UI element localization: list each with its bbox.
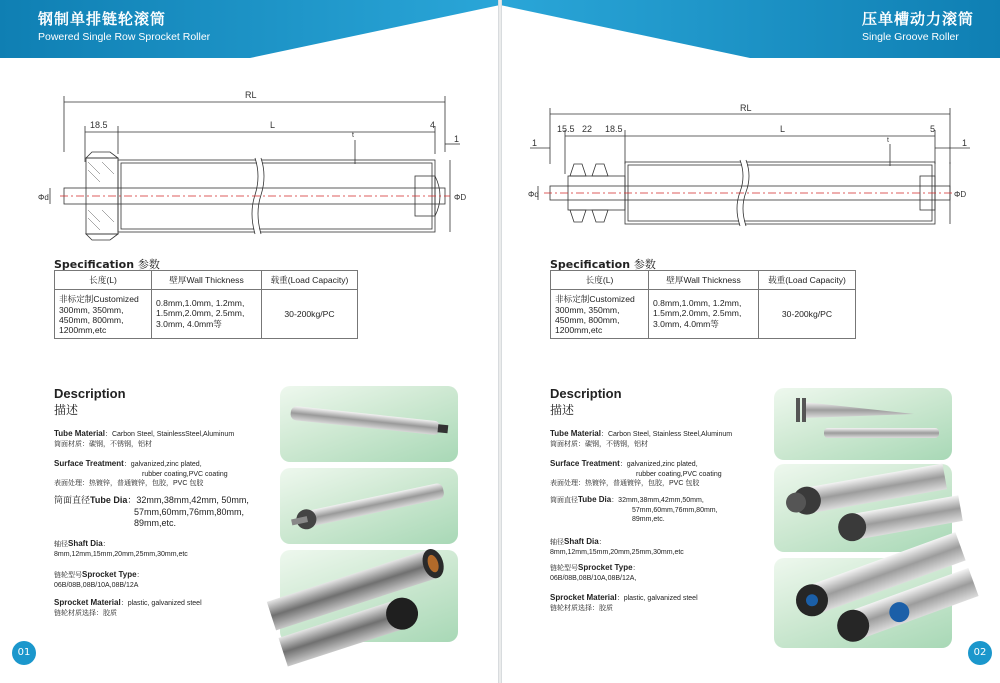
- left-cell-load: 30-200kg/PC: [262, 290, 358, 339]
- roller-closeup-image: [280, 550, 458, 642]
- roller-image: [280, 386, 458, 462]
- dim-15-5: 15.5: [557, 124, 575, 134]
- dim-l: L: [780, 124, 786, 134]
- right-spec-table: [550, 270, 856, 339]
- table-row: [551, 290, 856, 339]
- dim-shaft: Φd: [38, 193, 49, 202]
- right-tube-material: Tube Material：Carbon Steel, Stainless Steel,Aluminum 筒面材质：碳钢，不锈钢，铝材: [550, 429, 733, 448]
- left-photo-2: [280, 468, 458, 544]
- left-photo-3: [280, 550, 458, 642]
- sprocket-roller-image: [280, 468, 458, 544]
- right-surface-treatment: Surface Treatment：galvanized,zinc plated, rubber coating,PVC coating 表面处理：热镀锌，普通镀锌，包胶，PVC 包胶: [550, 459, 722, 487]
- dim-18-5: 18.5: [90, 120, 108, 130]
- right-col-wall: 壁厚Wall Thickness: [649, 271, 759, 290]
- dim-t: t: [887, 137, 889, 144]
- left-surface-treatment: Surface Treatment：galvanized,zinc plated, rubber coating,PVC coating 表面处理：热镀锌，普通镀锌，包胶，PVC 包胶: [54, 459, 228, 487]
- left-spec-title-cn: 参数: [137, 258, 160, 271]
- dim-22: 22: [582, 124, 593, 134]
- left-spec-table: [54, 270, 358, 339]
- dim-t: t: [352, 132, 354, 139]
- right-photo-1: [774, 388, 952, 460]
- dim-shaft: Φd: [528, 190, 539, 199]
- left-header-en: Powered Single Row Sprocket Roller: [38, 31, 211, 43]
- dim-1-left: 1: [532, 138, 538, 148]
- right-spec-title-cn: 参数: [633, 258, 656, 271]
- right-sprocket-type: 链轮型号Sprocket Type： 06B/08B,08B/10A,08B/12A,: [550, 563, 640, 582]
- right-cell-wall: 0.8mm,1.0mm, 1.2mm, 1.5mm,2.0mm, 2.5mm, 3.0mm, 4.0mm等: [649, 290, 759, 339]
- right-header-cn: 压单槽动力滚筒: [862, 10, 975, 28]
- right-cell-length: 非标定制Customized 300mm, 350mm, 450mm, 800mm, 1200mm,etc: [551, 290, 649, 339]
- right-sprocket-material: Sprocket Material：plastic, galvanized steel 链轮材质选择：胶质: [550, 593, 698, 612]
- right-header-en: Single Groove Roller: [862, 31, 959, 43]
- left-photo-1: [280, 386, 458, 462]
- right-header-text: [862, 8, 974, 43]
- groove-roller-image: [774, 388, 952, 460]
- dim-5: 5: [930, 124, 936, 134]
- left-header-text: [38, 8, 210, 43]
- left-page-number: 01: [12, 641, 36, 665]
- book-spine: [498, 0, 502, 683]
- left-header-cn: 钢制单排链轮滚筒: [38, 10, 167, 28]
- left-sprocket-type: 链轮型号Sprocket Type： 06B/08B,08B/10A,08B/12A: [54, 570, 144, 589]
- dim-1-right: 1: [962, 138, 968, 148]
- left-col-length: 长度(L): [55, 271, 152, 290]
- left-spec-title: Specification 参数: [54, 258, 160, 271]
- left-desc-title: Description: [54, 386, 126, 401]
- right-tube-dia: 筒面直径Tube Dia：32mm,38mm,42mm,50mm, 57mm,60mm,76mm,80mm, 89mm,etc.: [550, 495, 718, 523]
- right-col-length: 长度(L): [551, 271, 649, 290]
- left-technical-drawing: [30, 82, 475, 252]
- right-page: [500, 0, 1000, 683]
- right-cell-load: 30-200kg/PC: [759, 290, 856, 339]
- right-photo-3: [774, 558, 952, 648]
- left-sprocket-material: Sprocket Material：plastic, galvanized steel 链轮材质选择：胶质: [54, 598, 202, 617]
- dim-1: 1: [454, 134, 460, 144]
- left-cell-length: 非标定制Customized 300mm, 350mm, 450mm, 800mm, 1200mm,etc: [55, 290, 152, 339]
- right-col-load: 载重(Load Capacity): [759, 271, 856, 290]
- left-col-load: 载重(Load Capacity): [262, 271, 358, 290]
- right-desc-title-cn: 描述: [550, 403, 575, 417]
- sprocket-roller-closeup-image: [774, 558, 952, 648]
- dim-18-5: 18.5: [605, 124, 623, 134]
- dim-rl: RL: [245, 90, 257, 100]
- dim-rl: RL: [740, 103, 752, 113]
- right-shaft-dia: 轴径Shaft Dia： 8mm,12mm,15mm,20mm,25mm,30mm,etc: [550, 537, 684, 556]
- left-col-wall: 壁厚Wall Thickness: [152, 271, 262, 290]
- dim-4: 4: [430, 120, 436, 130]
- table-row: [55, 290, 358, 339]
- left-tube-material: Tube Material：Carbon Steel, StainlessSteel,Aluminum 筒面材质：碳钢，不锈钢，铝材: [54, 429, 235, 448]
- left-tube-dia: 筒面直径Tube Dia：32mm,38mm,42mm, 50mm, 57mm,60mm,76mm,80mm, 89mm,etc.: [54, 495, 249, 528]
- right-photo-2: [774, 464, 952, 552]
- left-shaft-dia: 轴径Shaft Dia： 8mm,12mm,15mm,20mm,25mm,30mm,etc: [54, 539, 188, 558]
- dim-l: L: [270, 120, 276, 130]
- left-desc-title-cn: 描述: [54, 403, 79, 417]
- left-cell-wall: 0.8mm,1.0mm, 1.2mm, 1.5mm,2.0mm, 2.5mm, 3.0mm, 4.0mm等: [152, 290, 262, 339]
- dim-od: ΦD: [454, 193, 467, 202]
- right-technical-drawing: [530, 104, 975, 274]
- dim-od: ΦD: [954, 190, 967, 199]
- right-spec-title: Specification 参数: [550, 258, 656, 271]
- right-desc-title: Description: [550, 386, 622, 401]
- right-page-number: 02: [968, 641, 992, 665]
- groove-roller-pair-image: [774, 464, 952, 552]
